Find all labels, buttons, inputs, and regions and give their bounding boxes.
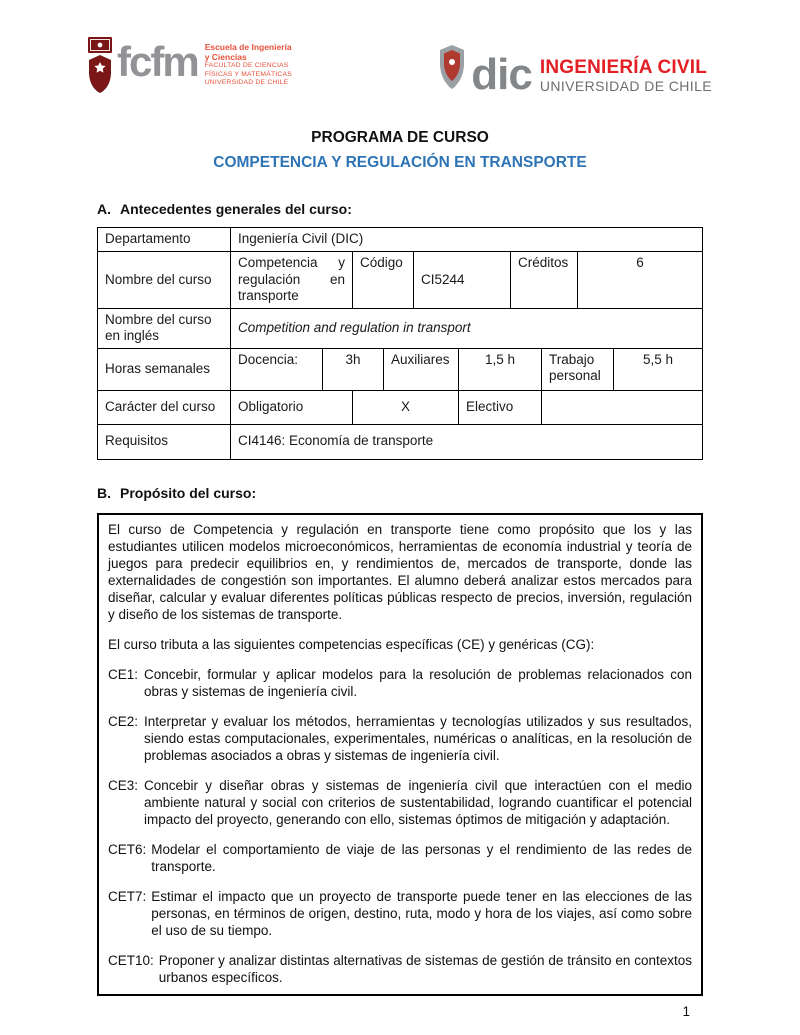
competencia-item — [108, 888, 692, 939]
purpose-paragraph: El curso tributa a las siguientes competencias específicas (CE) y genéricas (CG): — [108, 636, 595, 652]
purpose-box — [97, 513, 703, 996]
fcfm-wordmark: fcfm — [117, 38, 198, 85]
competencia-code: CE1: — [108, 666, 139, 682]
dic-title: INGENIERÍA CIVIL — [539, 57, 708, 78]
fcfm-line: Escuela de Ingeniería — [204, 42, 292, 52]
fcfm-text-block — [205, 42, 292, 88]
dic-text-block — [540, 58, 712, 95]
fcfm-line: FACULTAD DE CIENCIAS — [204, 62, 289, 69]
departamento-label: Departamento — [98, 228, 231, 251]
trabajo-personal-value: 5,5 h — [642, 351, 674, 367]
nombre-curso-label: Nombre del curso — [98, 252, 231, 308]
course-info-table — [97, 227, 703, 460]
table-row-caracter — [98, 391, 702, 425]
requisitos-label: Requisitos — [98, 425, 231, 459]
nombre-ingles-value: Competition and regulation in transport — [238, 319, 471, 335]
fcfm-logo — [88, 36, 292, 99]
table-row-nombre-ingles — [98, 309, 702, 349]
page-subtitle: COMPETENCIA Y REGULACIÓN EN TRANSPORTE — [213, 154, 587, 171]
section-a-marker: A. — [97, 201, 111, 217]
content — [97, 201, 703, 996]
competencia-code: CET10: — [108, 952, 154, 968]
nombre-curso-value: Competencia y regulación en transporte — [231, 252, 353, 308]
fcfm-line: FÍSICAS Y MATEMÁTICAS — [204, 70, 292, 78]
competencia-item — [108, 841, 692, 875]
header — [0, 0, 800, 99]
docencia-label: Docencia: — [231, 349, 323, 390]
codigo-label: Código — [353, 252, 414, 308]
competencia-code: CET7: — [108, 888, 147, 904]
table-row-horas-semanales — [98, 349, 702, 391]
table-row-requisitos — [98, 425, 702, 459]
section-b-title: Propósito del curso: — [120, 484, 257, 501]
caracter-label: Carácter del curso — [98, 391, 231, 424]
nombre-ingles-label: Nombre del curso en inglés — [98, 309, 231, 348]
obligatorio-value: X — [353, 391, 459, 424]
page-number: 1 — [682, 1004, 690, 1019]
horas-label: Horas semanales — [98, 349, 231, 390]
competencia-item — [108, 713, 692, 764]
dic-wordmark: dic — [471, 50, 532, 99]
table-row-nombre-curso — [98, 252, 702, 309]
title-block — [0, 129, 800, 172]
fcfm-line: UNIVERSIDAD DE CHILE — [204, 79, 289, 86]
competencia-text: Interpretar y evaluar los métodos, herramientas y tecnologías utilizados y sus resultados, siendo estas computacionales, experimentales, numéricas o analíticas, en la resolución de problemas asociados a obras y sistemas de ingeniería civil. — [144, 713, 692, 763]
electivo-value — [542, 391, 702, 424]
competencia-text: Proponer y analizar distintas alternativas de sistemas de gestión de tránsito en contextos urbanos específicos. — [158, 952, 692, 985]
electivo-label: Electivo — [459, 391, 542, 424]
obligatorio-label: Obligatorio — [231, 391, 353, 424]
creditos-label: Créditos — [511, 252, 578, 308]
competencia-text: Concebir y diseñar obras y sistemas de ingeniería civil que interactúen con el medio ambiente natural y social con criterios de sustentabilidad, logrando cuantificar el potencial impacto del proyecto, generando con ello, sistemas óptimos de mitigación y adaptación. — [144, 777, 692, 827]
competencia-code: CE3: — [108, 777, 139, 793]
auxiliares-label: Auxiliares — [384, 349, 459, 390]
trabajo-personal-label: Trabajo personal — [542, 349, 614, 390]
section-b-marker: B. — [97, 484, 111, 501]
section-a-title: Antecedentes generales del curso: — [120, 201, 352, 217]
purpose-paragraph: El curso de Competencia y regulación en transporte tiene como propósito que los y las estudiantes utilicen modelos microeconómicos, herramientas de economía industrial y teoría de juegos para predecir equilibrios en, y rendimientos de, mercados de transporte, donde las externalidades de congestión son importantes. El alumno deberá analizar estos mercados para diseñar, calcular y evaluar diferentes políticas públicas respecto de precios, inversión, regulación y diseño de los sistemas de transporte. — [108, 521, 692, 622]
competencia-text: Concebir, formular y aplicar modelos para la resolución de problemas relacionados con obras y sistemas de ingeniería civil. — [144, 666, 692, 699]
uchile-crest-icon — [88, 36, 112, 99]
dic-crest-icon — [439, 44, 465, 95]
dic-logo — [439, 36, 712, 99]
dic-subtitle: UNIVERSIDAD DE CHILE — [539, 78, 712, 94]
competencia-code: CET6: — [108, 841, 147, 857]
section-a-heading — [97, 201, 703, 217]
competencia-item — [108, 952, 692, 986]
page-title: PROGRAMA DE CURSO — [311, 129, 489, 146]
competencia-text: Estimar el impacto que un proyecto de transporte puede tener en las elecciones de las personas, en términos de origen, destino, ruta, modo y hora de los viajes, así como sobre el uso de su tiempo. — [151, 888, 692, 938]
creditos-value: 6 — [636, 255, 644, 270]
departamento-value: Ingeniería Civil (DIC) — [238, 231, 364, 247]
requisitos-value: CI4146: Economía de transporte — [238, 433, 434, 449]
competencia-item — [108, 666, 692, 700]
auxiliares-value: 1,5 h — [459, 349, 542, 390]
codigo-value: CI5244 — [414, 252, 511, 308]
table-row-departamento — [98, 228, 702, 252]
fcfm-line: y Ciencias — [204, 52, 247, 62]
docencia-value: 3h — [323, 349, 384, 390]
competencia-code: CE2: — [108, 713, 139, 729]
competencia-text: Modelar el comportamiento de viaje de las personas y el rendimiento de las redes de transporte. — [151, 841, 692, 874]
competencia-item — [108, 777, 692, 828]
section-b-heading — [97, 485, 703, 501]
